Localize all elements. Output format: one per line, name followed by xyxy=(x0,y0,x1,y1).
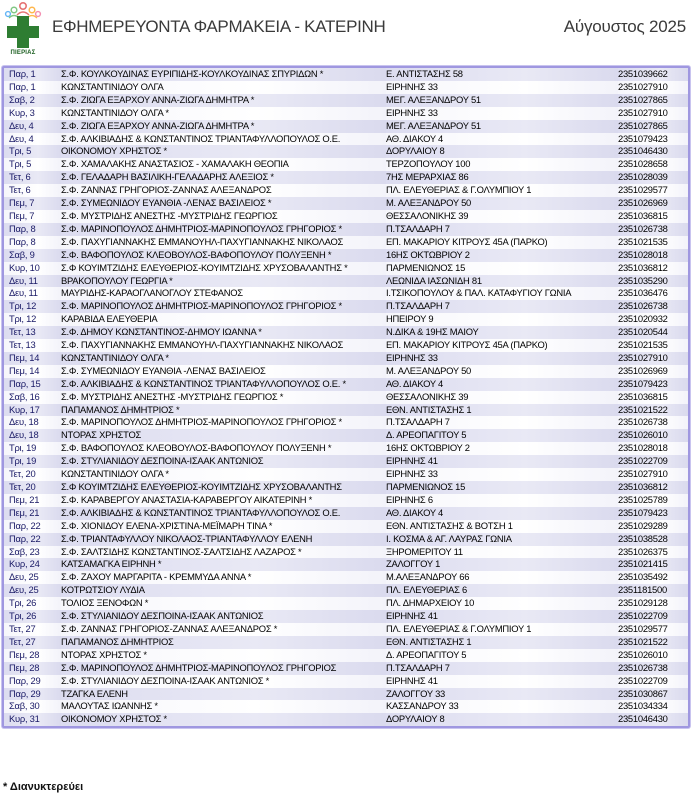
row-day: Τετ, 27 xyxy=(4,623,61,636)
row-pharmacy-name: Σ.Φ. ΒΑΦΟΠΟΥΛΟΣ ΚΛΕΟΒΟΥΛΟΣ-ΒΑΦΟΠΟΥΛΟΥ ΠΟΛΥΞΕΝΗ * xyxy=(61,442,386,455)
row-address: ΕΙΡΗΝΗΣ 33 xyxy=(386,468,618,481)
row-phone: 2351020932 xyxy=(618,313,688,326)
row-pharmacy-name: Σ.Φ. ΧΑΜΑΛΑΚΗΣ ΑΝΑΣΤΑΣΙΟΣ - ΧΑΜΑΛΑΚΗ ΘΕΟΠΙΑ xyxy=(61,158,386,171)
table-row xyxy=(4,662,688,675)
row-address: Π.ΤΣΑΛΔΑΡΗ 7 xyxy=(386,416,618,429)
row-pharmacy-name: Σ.Φ. ΜΥΣΤΡΙΔΗΣ ΑΝΕΣΤΗΣ -ΜΥΣΤΡΙΔΗΣ ΓΕΩΡΓΙΟΣ xyxy=(61,210,386,223)
row-phone: 2351036812 xyxy=(618,481,688,494)
row-address: Μ. ΑΛΕΞΑΝΔΡΟΥ 50 xyxy=(386,197,618,210)
row-address: ΠΑΡΜΕΝΙΩΝΟΣ 15 xyxy=(386,262,618,275)
row-pharmacy-name: ΝΤΟΡΑΣ ΧΡΗΣΤΟΣ xyxy=(61,429,386,442)
table-row xyxy=(4,391,688,404)
row-phone: 2351026969 xyxy=(618,197,688,210)
table-row xyxy=(4,713,688,726)
row-day: Δευ, 4 xyxy=(4,120,61,133)
table-row xyxy=(4,300,688,313)
table-row xyxy=(4,262,688,275)
row-phone: 2351026738 xyxy=(618,223,688,236)
row-phone: 2351021522 xyxy=(618,636,688,649)
row-day: Δευ, 25 xyxy=(4,571,61,584)
row-pharmacy-name: Σ.Φ ΚΟΥΙΜΤΖΙΔΗΣ ΕΛΕΥΘΕΡΙΟΣ-ΚΟΥΙΜΤΖΙΔΗΣ ΧΡΥΣΟΒΑΛΑΝΤΗΣ xyxy=(61,481,386,494)
table-row xyxy=(4,94,688,107)
table-row xyxy=(4,597,688,610)
row-day: Σαβ, 30 xyxy=(4,700,61,713)
row-pharmacy-name: ΟΙΚΟΝΟΜΟΥ ΧΡΗΣΤΟΣ * xyxy=(61,713,386,726)
row-pharmacy-name: ΚΩΝΣΤΑΝΤΙΝΙΔΟΥ ΟΛΓΑ * xyxy=(61,107,386,120)
row-day: Παρ, 29 xyxy=(4,675,61,688)
row-phone: 2351035492 xyxy=(618,571,688,584)
row-phone: 2351027865 xyxy=(618,94,688,107)
row-day: Τετ, 6 xyxy=(4,171,61,184)
table-row xyxy=(4,520,688,533)
row-pharmacy-name: ΚΑΡΑΒΙΔΑ ΕΛΕΥΘΕΡΙΑ xyxy=(61,313,386,326)
row-phone: 2351034334 xyxy=(618,700,688,713)
table-row xyxy=(4,326,688,339)
table-row xyxy=(4,404,688,417)
row-address: ΕΙΡΗΝΗΣ 33 xyxy=(386,81,618,94)
row-day: Παρ, 1 xyxy=(4,81,61,94)
row-phone: 2351027910 xyxy=(618,81,688,94)
row-address: ΕΠ. ΜΑΚΑΡΙΟΥ ΚΙΤΡΟΥΣ 45Α (ΠΑΡΚΟ) xyxy=(386,339,618,352)
row-address: ΠΛ. ΔΗΜΑΡΧΕΙΟΥ 10 xyxy=(386,597,618,610)
row-phone: 2351028018 xyxy=(618,249,688,262)
row-pharmacy-name: ΤΟΛΙΟΣ ΞΕΝΟΦΩΝ * xyxy=(61,597,386,610)
row-address: ΕΙΡΗΝΗΣ 6 xyxy=(386,494,618,507)
row-day: Πεμ, 7 xyxy=(4,197,61,210)
row-pharmacy-name: Σ.Φ. ΜΑΡΙΝΟΠΟΥΛΟΣ ΔΗΜΗΤΡΙΟΣ-ΜΑΡΙΝΟΠΟΥΛΟΣ ΓΡΗΓΟΡΙΟΣ * xyxy=(61,416,386,429)
month-label: Αύγουστος 2025 xyxy=(563,17,686,36)
row-phone: 2351021535 xyxy=(618,236,688,249)
row-day: Τρι, 19 xyxy=(4,455,61,468)
row-pharmacy-name: Σ.Φ. ΚΟΥΛΚΟΥΔΙΝΑΣ ΕΥΡΙΠΙΔΗΣ-ΚΟΥΛΚΟΥΔΙΝΑΣ ΣΠΥΡΙΔΩΝ * xyxy=(61,68,386,81)
green-cross-pharmacy-icon xyxy=(3,1,43,49)
row-phone: 2351079423 xyxy=(618,133,688,146)
row-day: Δευ, 11 xyxy=(4,275,61,288)
row-address: 16ΗΣ ΟΚΤΩΒΡΙΟΥ 2 xyxy=(386,442,618,455)
row-day: Τρι, 19 xyxy=(4,442,61,455)
row-address: ΠΛ. ΕΛΕΥΘΕΡΙΑΣ & Γ.ΟΛΥΜΠΙΟΥ 1 xyxy=(386,184,618,197)
page-title: ΕΦΗΜΕΡΕΥΟΝΤΑ ΦΑΡΜΑΚΕΙΑ - ΚΑΤΕΡΙΝΗ xyxy=(52,17,386,36)
row-phone: 2351021415 xyxy=(618,558,688,571)
row-phone: 2351022709 xyxy=(618,455,688,468)
row-pharmacy-name: Σ.Φ. ΒΑΦΟΠΟΥΛΟΣ ΚΛΕΟΒΟΥΛΟΣ-ΒΑΦΟΠΟΥΛΟΥ ΠΟΛΥΞΕΝΗ * xyxy=(61,249,386,262)
row-pharmacy-name: ΟΙΚΟΝΟΜΟΥ ΧΡΗΣΤΟΣ * xyxy=(61,145,386,158)
row-pharmacy-name: ΤΖΑΓΚΑ ΕΛΕΝΗ xyxy=(61,688,386,701)
row-address: ΔΟΡΥΛΑΙΟΥ 8 xyxy=(386,145,618,158)
row-address: ΛΕΩΝΙΔΑ ΙΑΣΩΝΙΔΗ 81 xyxy=(386,275,618,288)
row-phone: 2351026738 xyxy=(618,662,688,675)
row-day: Τετ, 13 xyxy=(4,339,61,352)
pharmacy-association-logo xyxy=(3,1,43,61)
row-phone: 2351021522 xyxy=(618,404,688,417)
row-phone: 2351036476 xyxy=(618,287,688,300)
row-day: Τετ, 6 xyxy=(4,184,61,197)
row-address: ΜΕΓ. ΑΛΕΞΑΝΔΡΟΥ 51 xyxy=(386,120,618,133)
row-address: ΞΗΡΟΜΕΡΙΤΟΥ 11 xyxy=(386,546,618,559)
table-row xyxy=(4,507,688,520)
row-pharmacy-name: ΠΑΠΑΜΑΝΟΣ ΔΗΜΗΤΡΙΟΣ * xyxy=(61,404,386,417)
row-day: Κυρ, 31 xyxy=(4,713,61,726)
row-phone: 2351027910 xyxy=(618,352,688,365)
table-row xyxy=(4,700,688,713)
row-pharmacy-name: Σ.Φ. ΣΤΥΛΙΑΝΙΔΟΥ ΔΕΣΠΟΙΝΑ-ΙΣΑΑΚ ΑΝΤΩΝΙΟΣ xyxy=(61,610,386,623)
row-pharmacy-name: Σ.Φ. ΠΑΧΥΓΙΑΝΝΑΚΗΣ ΕΜΜΑΝΟΥΗΛ-ΠΑΧΥΓΙΑΝΝΑΚΗΣ ΝΙΚΟΛΑΟΣ xyxy=(61,236,386,249)
row-phone: 2351026375 xyxy=(618,546,688,559)
row-pharmacy-name: ΚΑΤΣΑΜΑΓΚΑ ΕΙΡΗΝΗ * xyxy=(61,558,386,571)
row-pharmacy-name: Σ.Φ. ΚΑΡΑΒΕΡΓΟΥ ΑΝΑΣΤΑΣΙΑ-ΚΑΡΑΒΕΡΓΟΥ ΑΙΚΑΤΕΡΙΝΗ * xyxy=(61,494,386,507)
row-phone: 2351036812 xyxy=(618,262,688,275)
row-address: ΚΑΣΣΑΝΔΡΟΥ 33 xyxy=(386,700,618,713)
row-pharmacy-name: Σ.Φ. ΑΛΚΙΒΙΑΔΗΣ & ΚΩΝΣΤΑΝΤΙΝΟΣ ΤΡΙΑΝΤΑΦΥΛΛΟΠΟΥΛΟΣ Ο.Ε. xyxy=(61,133,386,146)
row-pharmacy-name: Σ.Φ. ΖΙΩΓΑ ΕΞΑΡΧΟΥ ΑΝΝΑ-ΖΙΩΓΑ ΔΗΜΗΤΡΑ * xyxy=(61,120,386,133)
row-address: ΠΛ. ΕΛΕΥΘΕΡΙΑΣ & Γ.ΟΛΥΜΠΙΟΥ 1 xyxy=(386,623,618,636)
row-pharmacy-name: ΚΩΝΣΤΑΝΤΙΝΙΔΟΥ ΟΛΓΑ xyxy=(61,81,386,94)
row-day: Σαβ, 2 xyxy=(4,94,61,107)
row-address: Π.ΤΣΑΛΔΑΡΗ 7 xyxy=(386,300,618,313)
row-pharmacy-name: Σ.Φ. ΑΛΚΙΒΙΑΔΗΣ & ΚΩΝΣΤΑΝΤΙΝΟΣ ΤΡΙΑΝΤΑΦΥΛΛΟΠΟΥΛΟΣ Ο.Ε. * xyxy=(61,378,386,391)
row-day: Παρ, 29 xyxy=(4,688,61,701)
row-phone: 2351026010 xyxy=(618,429,688,442)
table-row xyxy=(4,339,688,352)
row-day: Παρ, 15 xyxy=(4,378,61,391)
row-day: Σαβ, 9 xyxy=(4,249,61,262)
row-address: ΕΘΝ. ΑΝΤΙΣΤΑΣΗΣ 1 xyxy=(386,636,618,649)
row-day: Πεμ, 21 xyxy=(4,494,61,507)
table-row xyxy=(4,275,688,288)
footnote-overnight: * Διανυκτερεύει xyxy=(3,781,84,793)
row-pharmacy-name: Σ.Φ. ΔΗΜΟΥ ΚΩΝΣΤΑΝΤΙΝΟΣ-ΔΗΜΟΥ ΙΩΑΝΝΑ * xyxy=(61,326,386,339)
row-address: Μ.ΑΛΕΞΑΝΔΡΟΥ 66 xyxy=(386,571,618,584)
row-pharmacy-name: Σ.Φ. ΣΤΥΛΙΑΝΙΔΟΥ ΔΕΣΠΟΙΝΑ-ΙΣΑΑΚ ΑΝΤΩΝΙΟΣ xyxy=(61,455,386,468)
row-pharmacy-name: Σ.Φ. ΜΑΡΙΝΟΠΟΥΛΟΣ ΔΗΜΗΤΡΙΟΣ-ΜΑΡΙΝΟΠΟΥΛΟΣ ΓΡΗΓΟΡΙΟΣ xyxy=(61,662,386,675)
row-address: ΕΠ. ΜΑΚΑΡΙΟΥ ΚΙΤΡΟΥΣ 45Α (ΠΑΡΚΟ) xyxy=(386,236,618,249)
row-phone: 2351022709 xyxy=(618,675,688,688)
row-day: Σαβ, 23 xyxy=(4,546,61,559)
table-row xyxy=(4,236,688,249)
schedule-rows xyxy=(4,68,688,726)
row-day: Τρι, 12 xyxy=(4,300,61,313)
row-day: Κυρ, 17 xyxy=(4,404,61,417)
row-day: Παρ, 1 xyxy=(4,68,61,81)
table-row xyxy=(4,184,688,197)
row-day: Τετ, 20 xyxy=(4,481,61,494)
table-row xyxy=(4,223,688,236)
row-address: ΕΙΡΗΝΗΣ 33 xyxy=(386,107,618,120)
row-phone: 2351020544 xyxy=(618,326,688,339)
row-address: ΠΑΡΜΕΝΙΩΝΟΣ 15 xyxy=(386,481,618,494)
table-row xyxy=(4,623,688,636)
table-row xyxy=(4,378,688,391)
table-row xyxy=(4,494,688,507)
row-pharmacy-name: Σ.Φ ΚΟΥΙΜΤΖΙΔΗΣ ΕΛΕΥΘΕΡΙΟΣ-ΚΟΥΙΜΤΖΙΔΗΣ ΧΡΥΣΟΒΑΛΑΝΤΗΣ * xyxy=(61,262,386,275)
table-row xyxy=(4,636,688,649)
row-day: Πεμ, 28 xyxy=(4,662,61,675)
table-row xyxy=(4,675,688,688)
row-address: ΤΕΡΖΟΠΟΥΛΟΥ 100 xyxy=(386,158,618,171)
row-phone: 2351022709 xyxy=(618,610,688,623)
row-address: Ι.ΤΣΙΚΟΠΟΥΛΟΥ & ΠΑΛ. ΚΑΤΑΦΥΓΙΟΥ ΓΩΝΙΑ xyxy=(386,287,618,300)
row-phone: 2351036815 xyxy=(618,210,688,223)
row-address: Π.ΤΣΑΛΔΑΡΗ 7 xyxy=(386,662,618,675)
row-pharmacy-name: ΚΩΝΣΤΑΝΤΙΝΙΔΟΥ ΟΛΓΑ * xyxy=(61,468,386,481)
row-pharmacy-name: ΚΩΝΣΤΑΝΤΙΝΙΔΟΥ ΟΛΓΑ * xyxy=(61,352,386,365)
table-row xyxy=(4,416,688,429)
row-address: ΔΟΡΥΛΑΙΟΥ 8 xyxy=(386,713,618,726)
row-pharmacy-name: Σ.Φ. ΜΑΡΙΝΟΠΟΥΛΟΣ ΔΗΜΗΤΡΙΟΣ-ΜΑΡΙΝΟΠΟΥΛΟΣ ΓΡΗΓΟΡΙΟΣ * xyxy=(61,300,386,313)
row-day: Δευ, 18 xyxy=(4,416,61,429)
row-phone: 2351079423 xyxy=(618,507,688,520)
row-phone: 2351079423 xyxy=(618,378,688,391)
row-pharmacy-name: Σ.Φ. ΤΡΙΑΝΤΑΦΥΛΛΟΥ ΝΙΚΟΛΑΟΣ-ΤΡΙΑΝΤΑΦΥΛΛΟΥ ΕΛΕΝΗ xyxy=(61,533,386,546)
page-header xyxy=(0,0,692,62)
table-row xyxy=(4,120,688,133)
row-day: Τρι, 26 xyxy=(4,597,61,610)
row-day: Πεμ, 14 xyxy=(4,365,61,378)
table-row xyxy=(4,287,688,300)
row-pharmacy-name: Σ.Φ. ΖΑΧΟΥ ΜΑΡΓΑΡΙΤΑ - ΚΡΕΜΜΥΔΑ ΑΝΝΑ * xyxy=(61,571,386,584)
row-day: Πεμ, 7 xyxy=(4,210,61,223)
row-pharmacy-name: Σ.Φ. ΣΥΜΕΩΝΙΔΟΥ ΕΥΑΝΘΙΑ -ΛΕΝΑΣ ΒΑΣΙΛΕΙΟΣ * xyxy=(61,197,386,210)
row-pharmacy-name: Σ.Φ. ΜΥΣΤΡΙΔΗΣ ΑΝΕΣΤΗΣ -ΜΥΣΤΡΙΔΗΣ ΓΕΩΡΓΙΟΣ * xyxy=(61,391,386,404)
table-row xyxy=(4,442,688,455)
row-phone: 2351036815 xyxy=(618,391,688,404)
row-phone: 2351028018 xyxy=(618,442,688,455)
row-phone: 2351021535 xyxy=(618,339,688,352)
row-address: Ι. ΚΟΣΜΑ & ΑΓ. ΛΑΥΡΑΣ ΓΩΝΙΑ xyxy=(386,533,618,546)
table-row xyxy=(4,171,688,184)
row-day: Κυρ, 10 xyxy=(4,262,61,275)
table-row xyxy=(4,584,688,597)
row-pharmacy-name: Σ.Φ. ΑΛΚΙΒΙΑΔΗΣ & ΚΩΝΣΤΑΝΤΙΝΟΣ ΤΡΙΑΝΤΑΦΥΛΛΟΠΟΥΛΟΣ Ο.Ε. xyxy=(61,507,386,520)
row-address: ΕΙΡΗΝΗΣ 41 xyxy=(386,675,618,688)
row-phone: 2351030867 xyxy=(618,688,688,701)
row-phone: 2351028039 xyxy=(618,171,688,184)
row-address: ΠΛ. ΕΛΕΥΘΕΡΙΑΣ 6 xyxy=(386,584,618,597)
row-pharmacy-name: Σ.Φ. ΓΕΛΑΔΑΡΗ ΒΑΣΙΛΙΚΗ-ΓΕΛΑΔΑΡΗΣ ΑΛΕΞΙΟΣ * xyxy=(61,171,386,184)
row-address: 7ΗΣ ΜΕΡΑΡΧΙΑΣ 86 xyxy=(386,171,618,184)
row-address: ΜΕΓ. ΑΛΕΞΑΝΔΡΟΥ 51 xyxy=(386,94,618,107)
row-pharmacy-name: ΜΑΛΟΥΤΑΣ ΙΩΑΝΝΗΣ * xyxy=(61,700,386,713)
logo-text: ΠΙΕΡΙΑΣ xyxy=(10,50,36,56)
table-row xyxy=(4,210,688,223)
row-day: Παρ, 22 xyxy=(4,533,61,546)
row-phone: 2351026010 xyxy=(618,649,688,662)
table-row xyxy=(4,558,688,571)
table-row xyxy=(4,429,688,442)
row-address: ΑΘ. ΔΙΑΚΟΥ 4 xyxy=(386,507,618,520)
row-address: ΘΕΣΣΑΛΟΝΙΚΗΣ 39 xyxy=(386,391,618,404)
row-pharmacy-name: ΠΑΠΑΜΑΝΟΣ ΔΗΜΗΤΡΙΟΣ xyxy=(61,636,386,649)
table-row xyxy=(4,468,688,481)
row-address: ΖΑΛΟΓΓΟΥ 33 xyxy=(386,688,618,701)
table-row xyxy=(4,649,688,662)
table-row xyxy=(4,352,688,365)
table-row xyxy=(4,81,688,94)
row-day: Τρι, 5 xyxy=(4,145,61,158)
row-pharmacy-name: Σ.Φ. ΣΑΛΤΣΙΔΗΣ ΚΩΝΣΤΑΝΤΙΝΟΣ-ΣΑΛΤΣΙΔΗΣ ΛΑΖΑΡΟΣ * xyxy=(61,546,386,559)
row-address: Π.ΤΣΑΛΔΑΡΗ 7 xyxy=(386,223,618,236)
table-row xyxy=(4,133,688,146)
row-address: Ν.ΔΙΚΑ & 19ΗΣ ΜΑΙΟΥ xyxy=(386,326,618,339)
row-day: Τετ, 20 xyxy=(4,468,61,481)
row-phone: 2351038528 xyxy=(618,533,688,546)
table-row xyxy=(4,158,688,171)
table-row xyxy=(4,107,688,120)
row-phone: 2351046430 xyxy=(618,145,688,158)
row-day: Τετ, 13 xyxy=(4,326,61,339)
row-address: Δ. ΑΡΕΟΠΑΓΙΤΟΥ 5 xyxy=(386,429,618,442)
row-phone: 2351029577 xyxy=(618,623,688,636)
row-day: Δευ, 25 xyxy=(4,584,61,597)
table-row xyxy=(4,145,688,158)
table-row xyxy=(4,481,688,494)
row-phone: 2351035290 xyxy=(618,275,688,288)
row-phone: 2351027910 xyxy=(618,468,688,481)
row-day: Παρ, 22 xyxy=(4,520,61,533)
row-day: Τρι, 26 xyxy=(4,610,61,623)
row-address: ΗΠΕΙΡΟΥ 9 xyxy=(386,313,618,326)
row-pharmacy-name: Σ.Φ. ΣΤΥΛΙΑΝΙΔΟΥ ΔΕΣΠΟΙΝΑ-ΙΣΑΑΚ ΑΝΤΩΝΙΟΣ * xyxy=(61,675,386,688)
row-pharmacy-name: Σ.Φ. ΧΙΟΝΙΔΟΥ ΕΛΕΝΑ-ΧΡΙΣΤΙΝΑ-ΜΕΪΜΑΡΗ ΤΙΝΑ * xyxy=(61,520,386,533)
row-phone: 2351046430 xyxy=(618,713,688,726)
table-row xyxy=(4,571,688,584)
row-day: Πεμ, 28 xyxy=(4,649,61,662)
row-address: Ε. ΑΝΤΙΣΤΑΣΗΣ 58 xyxy=(386,68,618,81)
row-phone: 2351028658 xyxy=(618,158,688,171)
row-address: Μ. ΑΛΕΞΑΝΔΡΟΥ 50 xyxy=(386,365,618,378)
table-row xyxy=(4,533,688,546)
table-row xyxy=(4,365,688,378)
table-row xyxy=(4,249,688,262)
row-phone: 2351027910 xyxy=(618,107,688,120)
row-day: Σαβ, 16 xyxy=(4,391,61,404)
table-row xyxy=(4,313,688,326)
row-address: ΑΘ. ΔΙΑΚΟΥ 4 xyxy=(386,133,618,146)
row-phone: 2351026738 xyxy=(618,416,688,429)
row-address: Δ. ΑΡΕΟΠΑΓΙΤΟΥ 5 xyxy=(386,649,618,662)
table-row xyxy=(4,610,688,623)
table-row xyxy=(4,197,688,210)
row-pharmacy-name: Σ.Φ. ΜΑΡΙΝΟΠΟΥΛΟΣ ΔΗΜΗΤΡΙΟΣ-ΜΑΡΙΝΟΠΟΥΛΟΣ ΓΡΗΓΟΡΙΟΣ * xyxy=(61,223,386,236)
row-day: Δευ, 11 xyxy=(4,287,61,300)
row-day: Τρι, 12 xyxy=(4,313,61,326)
row-phone: 2351029128 xyxy=(618,597,688,610)
row-day: Πεμ, 21 xyxy=(4,507,61,520)
row-day: Παρ, 8 xyxy=(4,236,61,249)
row-pharmacy-name: Σ.Φ. ΖΙΩΓΑ ΕΞΑΡΧΟΥ ΑΝΝΑ-ΖΙΩΓΑ ΔΗΜΗΤΡΑ * xyxy=(61,94,386,107)
row-address: ΕΘΝ. ΑΝΤΙΣΤΑΣΗΣ & ΒΟΤΣΗ 1 xyxy=(386,520,618,533)
row-phone: 2351025789 xyxy=(618,494,688,507)
row-phone: 2351026738 xyxy=(618,300,688,313)
row-address: ΑΘ. ΔΙΑΚΟΥ 4 xyxy=(386,378,618,391)
row-phone: 2351029289 xyxy=(618,520,688,533)
table-row xyxy=(4,455,688,468)
row-address: ΘΕΣΣΑΛΟΝΙΚΗΣ 39 xyxy=(386,210,618,223)
row-address: ΕΙΡΗΝΗΣ 33 xyxy=(386,352,618,365)
row-day: Κυρ, 3 xyxy=(4,107,61,120)
pharmacy-schedule-table xyxy=(2,66,690,728)
row-phone: 2351039662 xyxy=(618,68,688,81)
row-pharmacy-name: ΒΡΑΚΟΠΟΥΛΟΥ ΓΕΩΡΓΙΑ * xyxy=(61,275,386,288)
table-row xyxy=(4,68,688,81)
row-address: 16ΗΣ ΟΚΤΩΒΡΙΟΥ 2 xyxy=(386,249,618,262)
row-pharmacy-name: Σ.Φ. ΣΥΜΕΩΝΙΔΟΥ ΕΥΑΝΘΙΑ -ΛΕΝΑΣ ΒΑΣΙΛΕΙΟΣ xyxy=(61,365,386,378)
row-pharmacy-name: Σ.Φ. ΖΑΝΝΑΣ ΓΡΗΓΟΡΙΟΣ-ΖΑΝΝΑΣ ΑΛΕΞΑΝΔΡΟΣ xyxy=(61,184,386,197)
row-address: ΕΘΝ. ΑΝΤΙΣΤΑΣΗΣ 1 xyxy=(386,404,618,417)
row-address: ΖΑΛΟΓΓΟΥ 1 xyxy=(386,558,618,571)
row-address: ΕΙΡΗΝΗΣ 41 xyxy=(386,455,618,468)
row-day: Κυρ, 24 xyxy=(4,558,61,571)
row-phone: 2351026969 xyxy=(618,365,688,378)
row-day: Δευ, 18 xyxy=(4,429,61,442)
row-day: Πεμ, 14 xyxy=(4,352,61,365)
table-row xyxy=(4,546,688,559)
row-pharmacy-name: ΜΑΥΡΙΔΗΣ-ΚΑΡΑΟΓΛΑΝΟΓΛΟΥ ΣΤΕΦΑΝΟΣ xyxy=(61,287,386,300)
row-day: Παρ, 8 xyxy=(4,223,61,236)
row-pharmacy-name: Σ.Φ. ΠΑΧΥΓΙΑΝΝΑΚΗΣ ΕΜΜΑΝΟΥΗΛ-ΠΑΧΥΓΙΑΝΝΑΚΗΣ ΝΙΚΟΛΑΟΣ xyxy=(61,339,386,352)
row-phone: 2351027865 xyxy=(618,120,688,133)
row-phone: 2351029577 xyxy=(618,184,688,197)
row-day: Τρι, 5 xyxy=(4,158,61,171)
row-pharmacy-name: Σ.Φ. ΖΑΝΝΑΣ ΓΡΗΓΟΡΙΟΣ-ΖΑΝΝΑΣ ΑΛΕΞΑΝΔΡΟΣ * xyxy=(61,623,386,636)
row-day: Τετ, 27 xyxy=(4,636,61,649)
row-pharmacy-name: ΚΟΤΡΩΤΣΙΟΥ ΛΥΔΙΑ xyxy=(61,584,386,597)
row-day: Δευ, 4 xyxy=(4,133,61,146)
row-pharmacy-name: ΝΤΟΡΑΣ ΧΡΗΣΤΟΣ * xyxy=(61,649,386,662)
table-row xyxy=(4,688,688,701)
row-phone: 2351181500 xyxy=(618,584,688,597)
row-address: ΕΙΡΗΝΗΣ 41 xyxy=(386,610,618,623)
